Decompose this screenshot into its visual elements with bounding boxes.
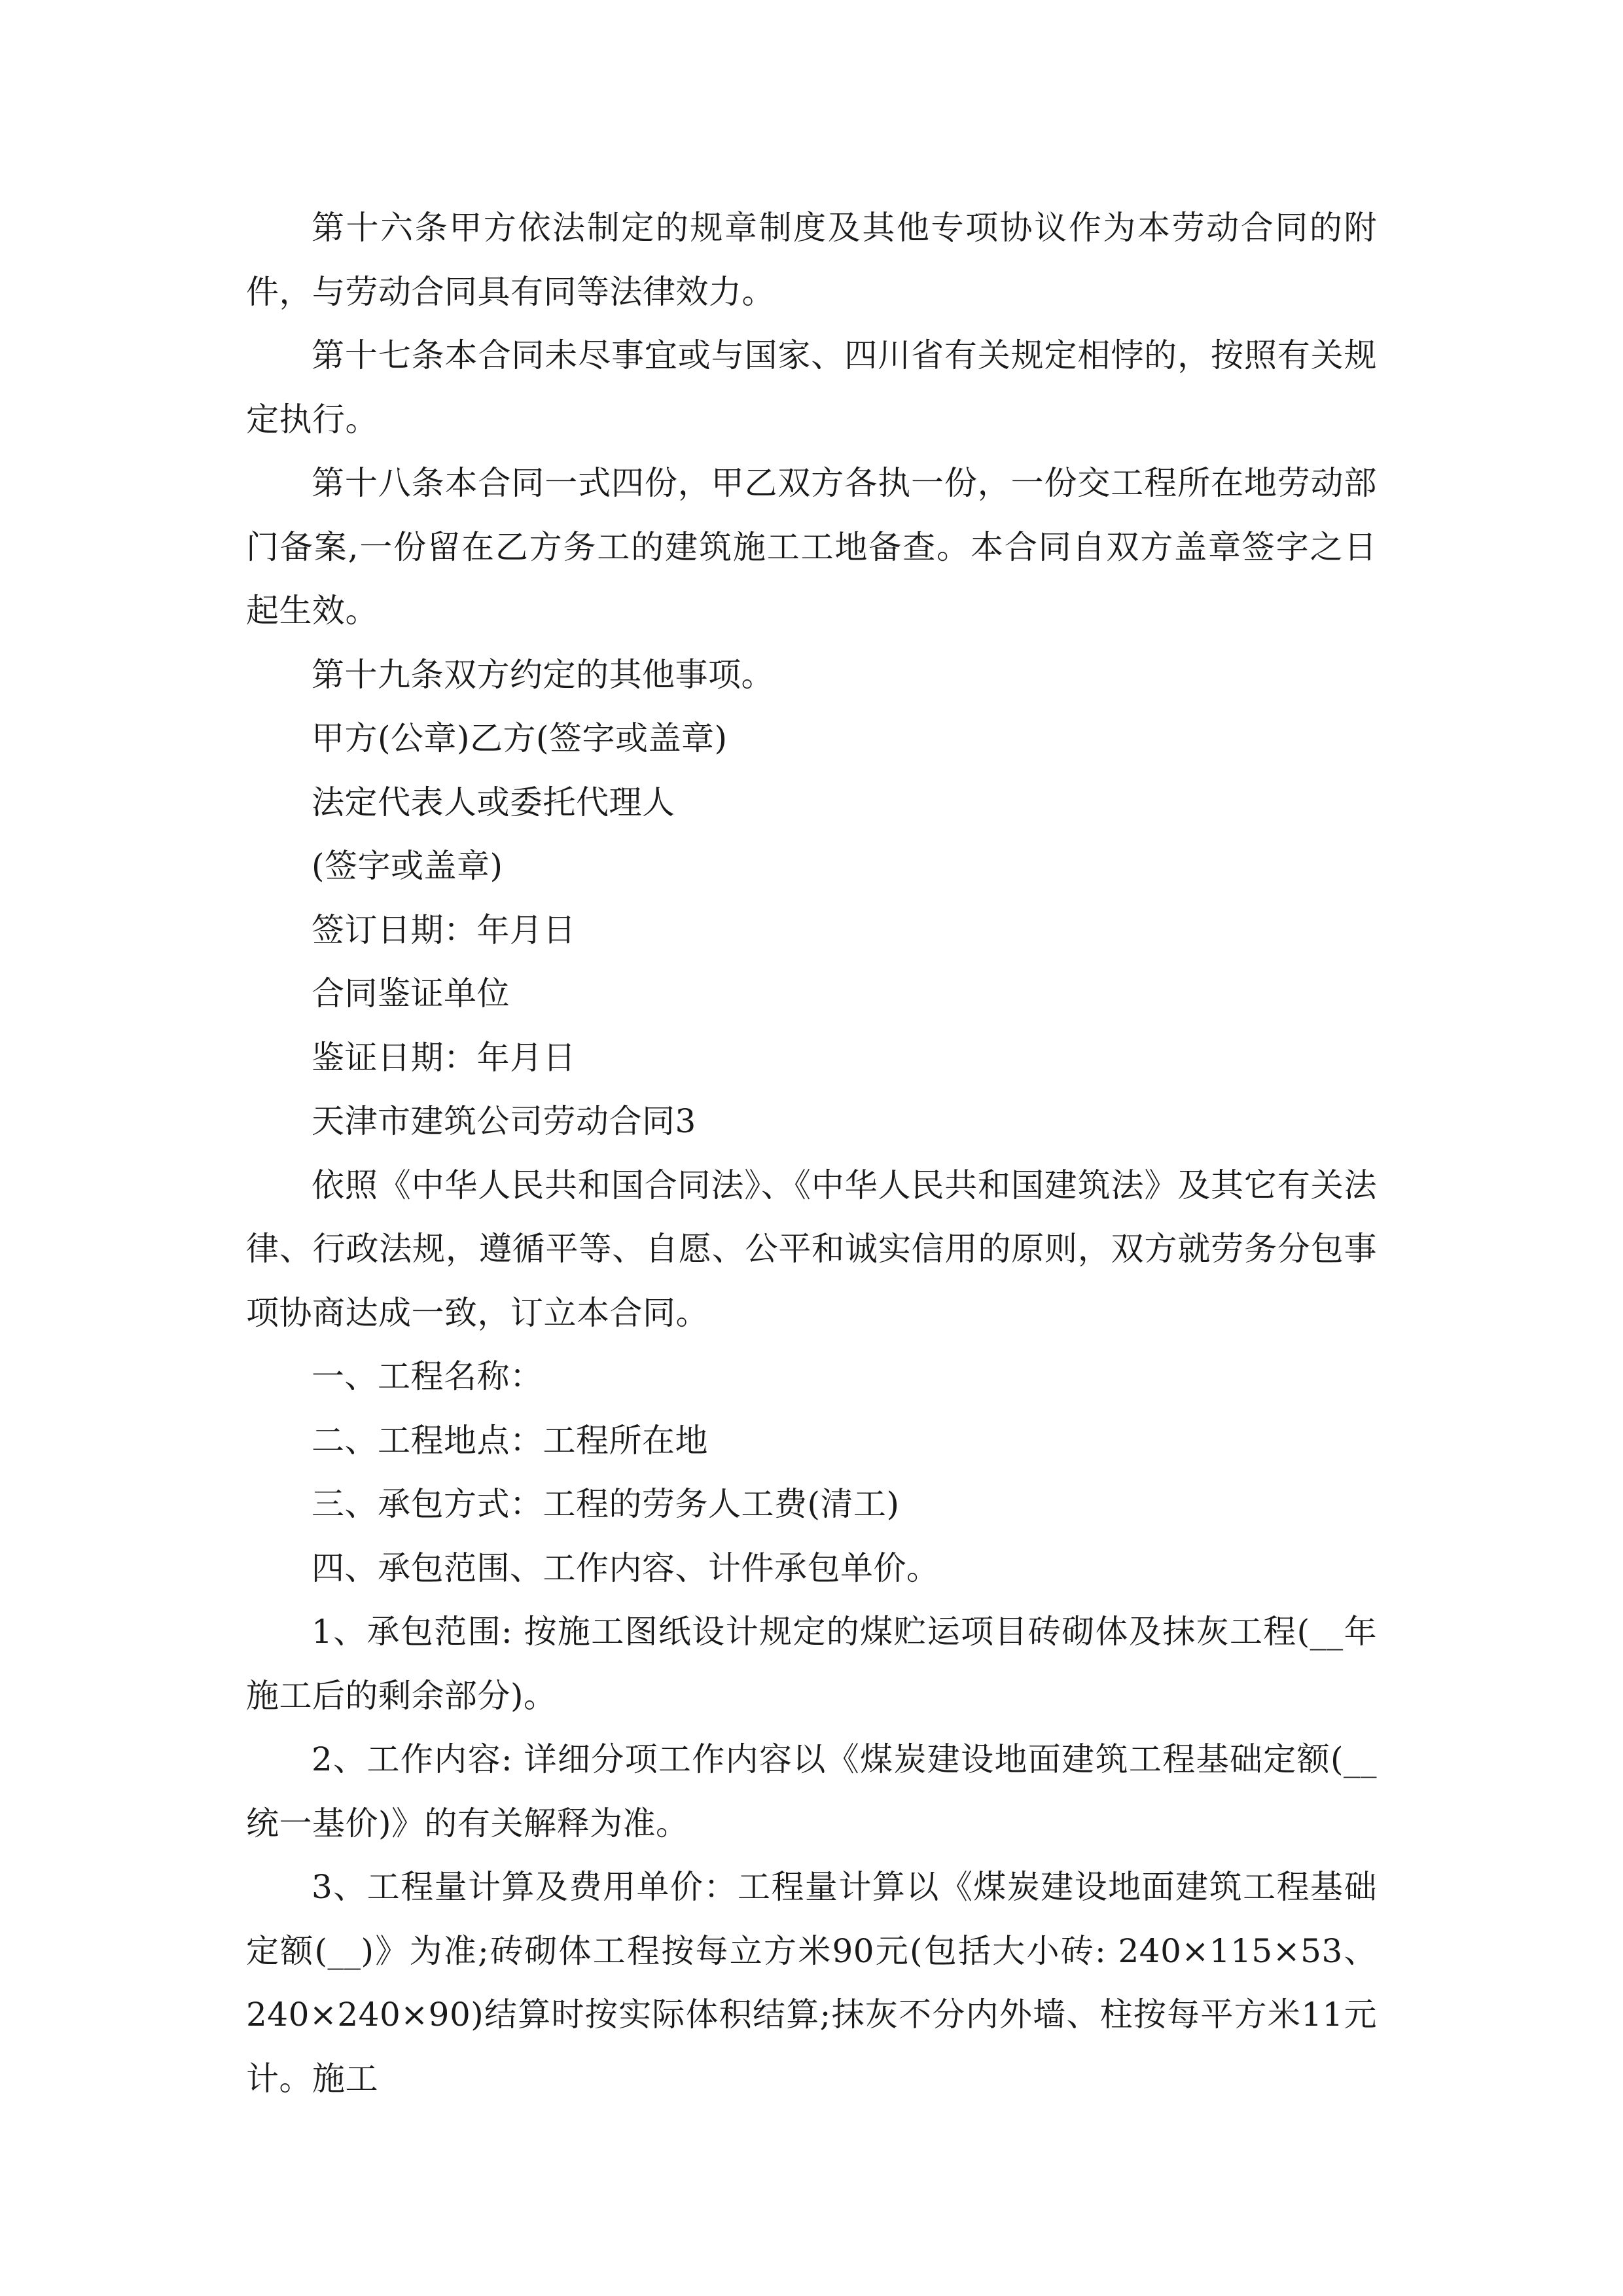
item-project-location: 二、工程地点：工程所在地 xyxy=(312,1421,708,1460)
sign-or-seal-line: (签字或盖章) xyxy=(312,847,503,885)
verification-unit-line: 合同鉴证单位 xyxy=(312,975,510,1013)
subitem-quantity-pricing: 3、工程量计算及费用单价：工程量计算以《煤炭建设地面建筑工程基础定额(__)》为准;砖砌体工程按每立方米90元(包括大小砖: 240×115×53、240×240×90)结算时按实际体积结算;抹灰不分内外墙、柱按每平方米11元计。施工 xyxy=(246,1868,1377,2098)
subitem-work-content: 2、工作内容: 详细分项工作内容以《煤炭建设地面建筑工程基础定额(__统一基价)》的有关解释为准。 xyxy=(246,1740,1377,1842)
section-title: 天津市建筑公司劳动合同3 xyxy=(312,1102,696,1140)
document-body xyxy=(246,196,1377,2111)
item-contract-method: 三、承包方式：工程的劳务人工费(清工) xyxy=(312,1485,900,1523)
clause-16: 第十六条甲方依法制定的规章制度及其他专项协议作为本劳动合同的附件，与劳动合同具有同等法律效力。 xyxy=(246,209,1377,311)
item-contract-scope: 四、承包范围、工作内容、计件承包单价。 xyxy=(312,1549,940,1587)
preamble: 依照《中华人民共和国合同法》、《中华人民共和国建筑法》及其它有关法律、行政法规，遵循平等、自愿、公平和诚实信用的原则，双方就劳务分包事项协商达成一致，订立本合同。 xyxy=(246,1166,1377,1332)
subitem-scope: 1、承包范围: 按施工图纸设计规定的煤贮运项目砖砌体及抹灰工程(__年施工后的剩余部分)。 xyxy=(246,1613,1377,1715)
item-project-name: 一、工程名称： xyxy=(312,1357,543,1395)
verification-date-line: 鉴证日期：年月日 xyxy=(312,1038,576,1077)
party-signature-line: 甲方(公章)乙方(签字或盖章) xyxy=(312,719,728,757)
clause-19: 第十九条双方约定的其他事项。 xyxy=(312,655,774,694)
clause-18: 第十八条本合同一式四份，甲乙双方各执一份，一份交工程所在地劳动部门备案,一份留在乙方务工的建筑施工工地备查。本合同自双方盖章签字之日起生效。 xyxy=(246,464,1377,630)
signing-date-line: 签订日期：年月日 xyxy=(312,910,576,949)
clause-17: 第十七条本合同未尽事宜或与国家、四川省有关规定相悖的，按照有关规定执行。 xyxy=(246,336,1377,439)
legal-representative-line: 法定代表人或委托代理人 xyxy=(312,783,675,821)
